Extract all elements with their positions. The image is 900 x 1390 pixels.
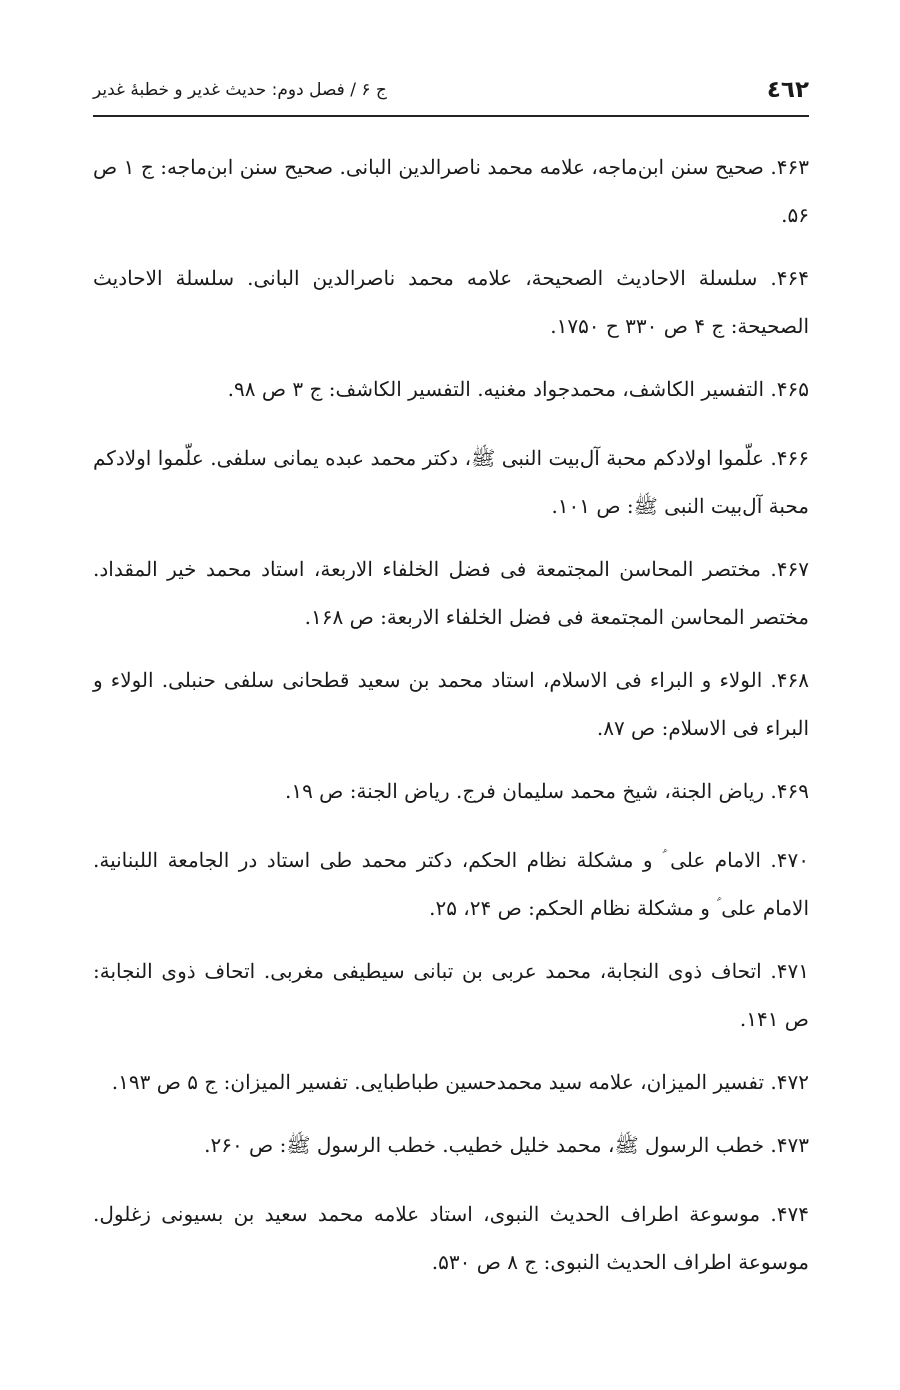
reference-entry-463: ۴۶۳. صحیح سنن ابن‌ماجه، علامه محمد ناصرالدین البانی. صحیح سنن ابن‌ماجه: ج ۱ ص ۵۶. — [93, 155, 809, 227]
reference-entry-473: ۴۷۳. خطب الرسول ﷺ، محمد خلیل خطیب. خطب الرسول ﷺ: ص ۲۶۰. — [204, 1133, 809, 1157]
reference-entry-464: ۴۶۴. سلسلة الاحادیث الصحیحة، علامه محمد ناصرالدین البانی. سلسلة الاحادیث الصحیحة: ج ۴ ص ۳۳۰ ح ۱۷۵۰. — [93, 266, 809, 338]
running-title: ج ۶ / فصل دوم: حدیث غدیر و خطبهٔ غدیر — [93, 80, 387, 100]
reference-entry-474: ۴۷۴. موسوعة اطراف الحدیث النبوی، استاد علامه محمد سعید بن بسیونی زغلول. موسوعة اطراف الحدیث النبوی: ج ۸ ص ۵۳۰. — [93, 1202, 809, 1274]
reference-entry-469: ۴۶۹. ریاض الجنة، شیخ محمد سلیمان فرج. ریاض الجنة: ص ۱۹. — [284, 779, 809, 803]
header-rule — [93, 115, 809, 117]
reference-entry-466: ۴۶۶. علّموا اولادکم محبة آل‌بیت النبی ﷺ، دکتر محمد عبده یمانی سلفی. علّموا اولادکم محبة آل‌بیت النبی ﷺ: ص ۱۰۱. — [93, 446, 809, 518]
reference-list — [93, 143, 809, 1301]
reference-entry-468: ۴۶۸. الولاء و البراء فی الاسلام، استاد محمد بن سعید قطحانی سلفی حنبلی. الولاء و البراء فی الاسلام: ص ۸۷. — [93, 668, 809, 740]
page-number: ٤٦٢ — [766, 77, 809, 103]
reference-entry-467: ۴۶۷. مختصر المحاسن المجتمعة فی فضل الخلفاء الاربعة، استاد محمد خیر المقداد. مختصر المحاسن المجتمعة فی فضل الخلفاء الاربعة: ص ۱۶۸. — [93, 557, 809, 629]
reference-entry-470: ۴۷۰. الامام علی ؑ و مشکلة نظام الحکم، دکتر محمد طی استاد در الجامعة اللبنانیة. الامام علی ؑ و مشکلة نظام الحکم: ص ۲۴، ۲۵. — [93, 848, 809, 920]
reference-entry-471: ۴۷۱. اتحاف ذوی النجابة، محمد عربی بن تبانی سیطیفی مغربی. اتحاف ذوی النجابة: ص ۱۴۱. — [93, 959, 809, 1031]
page-header — [93, 70, 809, 110]
book-page — [93, 0, 809, 1390]
reference-entry-472: ۴۷۲. تفسیر المیزان، علامه سید محمدحسین طباطبایی. تفسیر المیزان: ج ۵ ص ۱۹۳. — [111, 1070, 809, 1094]
reference-entry-465: ۴۶۵. التفسیر الکاشف، محمدجواد مغنیه. التفسیر الکاشف: ج ۳ ص ۹۸. — [227, 377, 809, 401]
